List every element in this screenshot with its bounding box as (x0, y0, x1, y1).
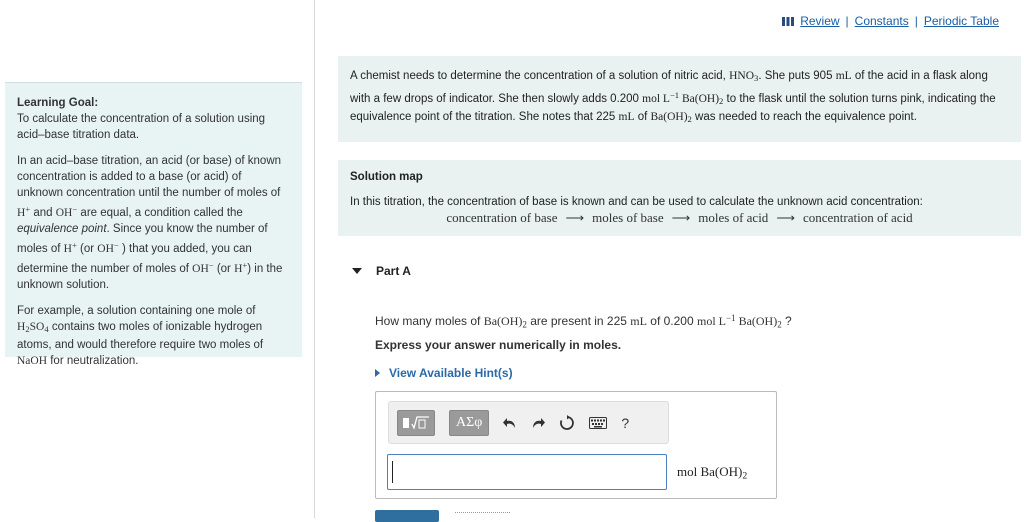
undo-icon (503, 416, 517, 430)
constants-link[interactable]: Constants (854, 14, 909, 28)
review-link[interactable]: Review (800, 14, 840, 28)
learning-goal-example: For example, a solution containing one mole of $H_2SO_4$ contains two moles of ionizable hydrogen atoms, and would therefore require two moles of NaOH for neutralization. (17, 304, 264, 367)
help-button[interactable]: ? (621, 414, 630, 431)
review-icon (782, 17, 794, 26)
express-instruction: Express your answer numerically in moles. (375, 338, 622, 352)
keyboard-button[interactable] (589, 417, 607, 429)
answer-units: mol $Ba(OH)_2$ (677, 464, 748, 482)
keyboard-icon (589, 417, 607, 429)
learning-goal-heading: Learning Goal: (17, 97, 99, 109)
redo-icon (531, 416, 545, 430)
part-a-question: How many moles of $Ba(OH)_2$ are present in 225 mL of 0.200 mol $L^{-1}$ $Ba(OH)_2$ ? (375, 313, 792, 330)
solution-map (338, 160, 1021, 236)
answer-box (375, 391, 777, 499)
learning-goal-paragraph: In an acid–base titration, an acid (or base) of known concentration is added to a base (or acid) of unknown concentration until the number of moles of H+ and OH− are equal, a condition called the equivalence point. Since you know the number of moles of H+ (or OH− ) that you added, you can determine the number of moles of OH− (or H+) in the unknown solution. (17, 155, 283, 291)
caret-right-icon (375, 369, 380, 377)
part-a-toggle[interactable] (352, 264, 411, 278)
top-links: Review | Constants | Periodic Table (782, 14, 999, 28)
reset-button[interactable] (559, 415, 575, 431)
undo-button[interactable] (503, 416, 517, 430)
templates-button[interactable] (397, 410, 435, 436)
solution-map-text: In this titration, the concentration of base is known and can be used to calculate the unknown acid concentration: (350, 196, 923, 208)
learning-goal-text: To calculate the concentration of a solution using acid–base titration data. (17, 113, 266, 141)
reset-icon (559, 415, 575, 431)
left-column (0, 0, 315, 518)
caret-down-icon (352, 268, 362, 274)
greek-symbols-button[interactable]: ΑΣφ (449, 410, 489, 436)
submit-button[interactable] (375, 510, 439, 522)
problem-statement: A chemist needs to determine the concentration of a solution of nitric acid, $HNO_3$. She puts 905 mL of the acid in a flask along with a few drops of indicator. She then slowly adds 0.200 mol $L^{-1}$ $Ba(OH)_2$ to the flask until the solution turns pink, indicating the equivalence point of the titration. She notes that 225 mL of $Ba(OH)_2$ was needed to reach the equivalence point. (338, 56, 1021, 142)
redo-button[interactable] (531, 416, 545, 430)
view-hints-link[interactable]: View Available Hint(s) (375, 366, 513, 380)
templates-icon (402, 415, 430, 431)
periodic-table-link[interactable]: Periodic Table (923, 14, 999, 28)
part-a-label: Part A (376, 264, 411, 278)
learning-goal-panel (5, 82, 302, 367)
answer-input[interactable] (387, 454, 667, 490)
solution-map-equation: concentration of base ⟶ moles of base ⟶ moles of acid ⟶ concentration of acid (446, 210, 913, 225)
math-toolbar (388, 401, 669, 444)
solution-map-title: Solution map (350, 171, 423, 183)
text-cursor (392, 461, 393, 483)
